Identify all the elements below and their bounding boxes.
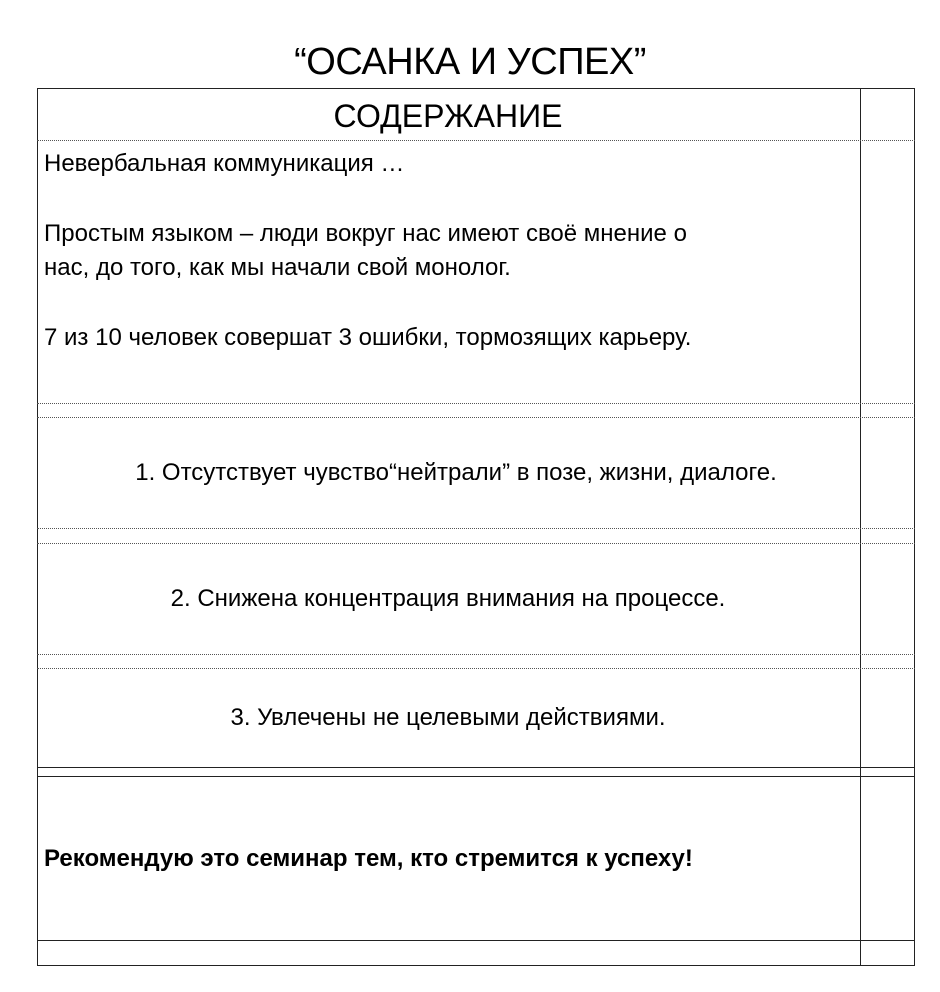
intro-row [37, 141, 915, 403]
recommendation-row [37, 777, 915, 940]
document-title: “ОСАНКА И УСПЕХ” [294, 41, 646, 83]
row-divider [37, 528, 915, 529]
mistake-item-1: 1. Отсутствует чувство“нейтрали” в позе, жизни, диалоге. [135, 459, 777, 486]
row-divider [37, 767, 915, 768]
intro-line-3: нас, до того, как мы начали свой монолог. [44, 254, 511, 281]
mistake-row-2 [37, 544, 915, 654]
intro-line-4: 7 из 10 человек совершат 3 ошибки, тормозящих карьеру. [44, 324, 692, 351]
mistake-item-3: 3. Увлечены не целевыми действиями. [230, 704, 666, 731]
mistake-row-1 [37, 418, 915, 528]
intro-line-1: Невербальная коммуникация … [44, 150, 405, 177]
intro-line-2: Простым языком – люди вокруг нас имеют своё мнение о [44, 220, 687, 247]
row-divider [37, 940, 915, 941]
table-header: СОДЕРЖАНИЕ [333, 98, 563, 134]
row-divider [37, 654, 915, 655]
mistake-row-3 [37, 669, 915, 767]
table-header-row [37, 88, 915, 140]
row-divider [37, 403, 915, 404]
recommendation-text: Рекомендую это семинар тем, кто стремится к успеху! [44, 845, 693, 872]
mistake-item-2: 2. Снижена концентрация внимания на процессе. [170, 585, 726, 612]
